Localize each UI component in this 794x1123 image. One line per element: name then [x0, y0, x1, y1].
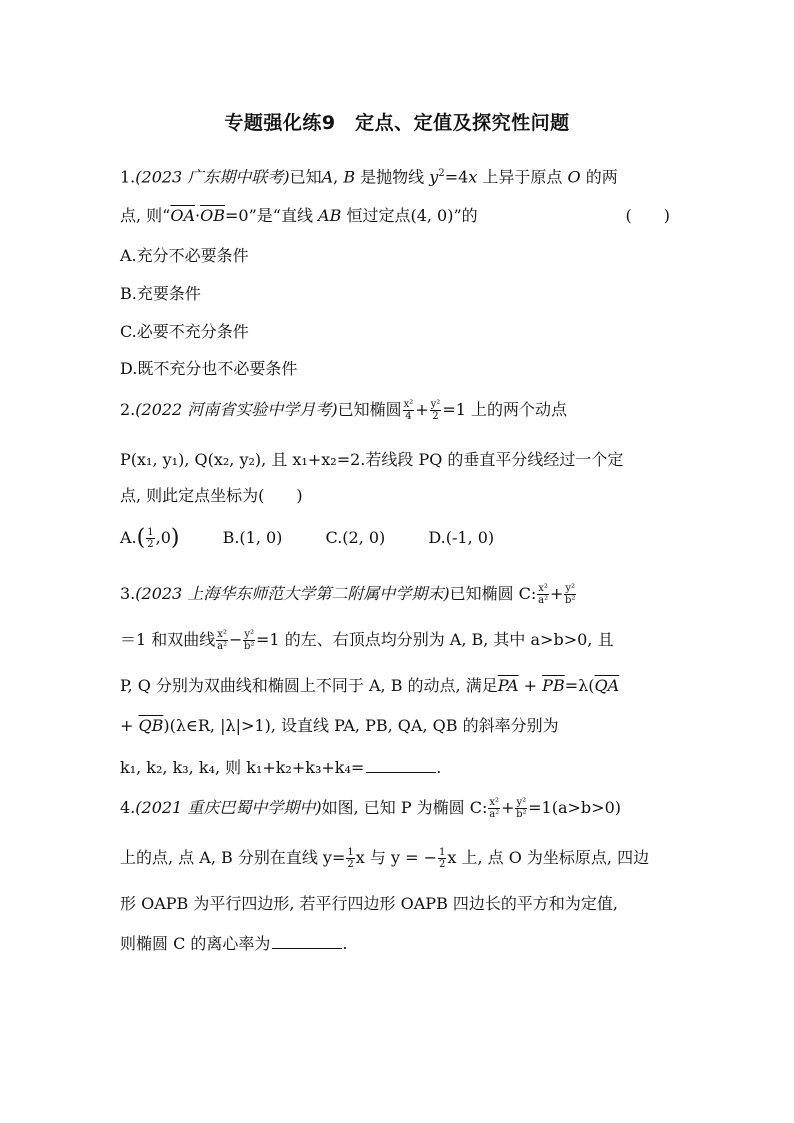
- fraction: [346, 847, 354, 870]
- answer-blank: [272, 934, 342, 949]
- q1-text: =0”是“直线: [225, 206, 319, 225]
- fraction-numerator: x²: [403, 399, 414, 410]
- fraction: [403, 399, 415, 422]
- q1-line-2: [120, 204, 670, 228]
- q2-source: (2022 河南省实验中学月考): [135, 400, 338, 419]
- q3-line-5: [120, 756, 441, 780]
- q2-option-d: D.(-1, 0): [428, 528, 495, 547]
- q4-text: .: [342, 934, 348, 953]
- q3-text: 已知椭圆 C:: [449, 584, 537, 603]
- q1-text: 是抛物线: [355, 167, 430, 187]
- q1-option-d: D.既不充分也不必要条件: [120, 359, 298, 378]
- q2-number: 2.: [120, 400, 136, 419]
- q2-line-2: P(x₁, y₁), Q(x₂, y₂), 且 x₁+x₂=2.若线段 PQ 的垂直平分线经过一个定: [120, 450, 624, 469]
- answer-blank: [366, 758, 436, 773]
- q2-option-a: [120, 526, 179, 551]
- fraction-numerator: y²: [516, 797, 527, 808]
- q1-text: 点, 则“: [120, 206, 171, 225]
- fraction-numerator: x²: [489, 797, 500, 808]
- q3-text: +: [518, 676, 543, 695]
- q4-number: 4.: [120, 798, 136, 817]
- fraction-numerator: y²: [430, 399, 441, 410]
- q3-line-3: [120, 674, 619, 698]
- q3-text: +: [120, 716, 139, 735]
- vector-pb: $\overline{PB}$: [542, 676, 565, 695]
- q4-line-4: [120, 932, 348, 956]
- fraction-numerator: x²: [217, 629, 227, 640]
- fraction: [438, 847, 446, 870]
- q1-var: AB: [318, 206, 342, 225]
- q1-text: =4: [444, 167, 469, 187]
- fraction-denominator: a²: [217, 641, 228, 652]
- vector-ob: $\overline{OB}$: [200, 206, 225, 225]
- option-label: A.: [120, 528, 137, 547]
- q1-line-1: [120, 162, 618, 189]
- q3-line-4: [120, 714, 559, 738]
- q4-text: 如图, 已知 P 为椭圆 C:: [321, 798, 488, 817]
- q2-line-3: 点, 则此定点坐标为( ): [120, 486, 303, 505]
- fraction-numerator: x²: [538, 583, 548, 594]
- option-text: ,0: [155, 528, 171, 547]
- q3-line-2: [120, 628, 613, 652]
- fraction-denominator: 2: [147, 539, 154, 550]
- q1-option-b: B.充要条件: [120, 284, 201, 303]
- q4-text: 则椭圆 C 的离心率为: [120, 934, 271, 953]
- q4-text: =1(a>b>0): [528, 798, 621, 817]
- q3-number: 3.: [120, 584, 136, 603]
- q1-var: B: [343, 167, 356, 187]
- fraction: [515, 797, 527, 820]
- operator: +: [415, 400, 429, 419]
- fraction-denominator: a²: [538, 595, 549, 606]
- q1-text: 上异于原点: [477, 167, 568, 187]
- operator: −: [228, 630, 243, 649]
- fraction-denominator: 4: [405, 411, 412, 422]
- q2-line-1: [120, 398, 567, 422]
- q3-text: k₁, k₂, k₃, k₄, 则 k₁+k₂+k₃+k₄=: [120, 758, 365, 777]
- q2-text: =1 上的两个动点: [442, 400, 567, 419]
- q3-text: =1 的左、右顶点均分别为 A, B, 其中 a>b>0, 且: [256, 630, 614, 649]
- fraction-denominator: b²: [243, 641, 255, 652]
- fraction-numerator: 1: [347, 847, 354, 858]
- fraction-numerator: 1: [147, 527, 154, 538]
- q1-number: 1.: [120, 167, 136, 187]
- fraction: [537, 583, 549, 606]
- vector-oa: $\overline{OA}$: [170, 206, 196, 225]
- q1-text: ·: [195, 206, 201, 225]
- q2-option-c: C.(2, 0): [325, 528, 386, 547]
- vector-qb: $\overline{QB}$: [138, 716, 164, 735]
- page-title: 专题强化练9 定点、定值及探究性问题: [224, 112, 570, 134]
- q1-var: y: [429, 167, 439, 187]
- q3-text: ＝1 和双曲线: [120, 630, 216, 649]
- fraction-denominator: 2: [432, 411, 439, 422]
- fraction-denominator: 2: [347, 859, 354, 870]
- answer-parentheses: ( ): [625, 206, 670, 225]
- fraction-numerator: y²: [244, 629, 255, 640]
- q4-source: (2021 重庆巴蜀中学期中): [135, 798, 322, 817]
- q3-text: P, Q 分别为双曲线和椭圆上不同于 A, B 的动点, 满足: [120, 676, 498, 695]
- q1-option-c: C.必要不充分条件: [120, 322, 249, 341]
- q1-var: A: [321, 167, 334, 187]
- operator: +: [501, 798, 515, 817]
- fraction-denominator: 2: [438, 859, 446, 870]
- fraction: [488, 797, 500, 820]
- q2-options: [120, 526, 532, 551]
- paren: (: [136, 525, 146, 551]
- q1-text: 的两: [580, 167, 618, 187]
- q4-text: 上的点, 点 A, B 分别在直线 y=: [120, 848, 346, 867]
- fraction-numerator: y²: [565, 583, 576, 594]
- q3-text: )(λ∈R, |λ|>1), 设直线 PA, PB, QA, QB 的斜率分别为: [163, 716, 559, 735]
- fraction: [146, 527, 154, 550]
- vector-pa: $\overline{PA}$: [497, 676, 519, 695]
- q3-text: =λ(: [564, 676, 595, 695]
- q1-text: 恒过定点(4, 0)”的: [341, 206, 478, 225]
- q2-text: 已知椭圆: [337, 400, 402, 419]
- fraction-denominator: a²: [489, 809, 500, 820]
- paren: ): [170, 525, 180, 551]
- q1-source: (2023 广东期中联考): [135, 167, 290, 187]
- fraction: [216, 629, 228, 652]
- q4-text: x 与 y = −: [355, 848, 437, 867]
- q1-text: ,: [333, 167, 344, 187]
- q4-text: x 上, 点 O 为坐标原点, 四边: [447, 848, 650, 867]
- q3-line-1: [120, 582, 577, 606]
- fraction-numerator: 1: [438, 847, 446, 858]
- q4-line-1: [120, 796, 621, 820]
- vector-qa: $\overline{QA}$: [594, 676, 620, 695]
- q1-var: O: [567, 167, 581, 187]
- q4-line-3: 形 OAPB 为平行四边形, 若平行四边形 OAPB 四边长的平方和为定值,: [120, 894, 618, 913]
- q1-var: x: [468, 167, 478, 187]
- q2-option-b: B.(1, 0): [222, 528, 283, 547]
- q3-text: .: [436, 758, 442, 777]
- fraction-denominator: b²: [564, 595, 576, 606]
- q1-exponent: 2: [438, 168, 445, 179]
- q1-text: 已知: [289, 167, 322, 187]
- q3-source: (2023 上海华东师范大学第二附属中学期末): [135, 584, 450, 603]
- q1-option-a: A.充分不必要条件: [120, 246, 249, 265]
- q4-line-2: [120, 846, 649, 870]
- operator: +: [549, 584, 564, 603]
- fraction: [564, 583, 576, 606]
- fraction: [243, 629, 255, 652]
- fraction: [430, 399, 442, 422]
- fraction-denominator: b²: [516, 809, 527, 820]
